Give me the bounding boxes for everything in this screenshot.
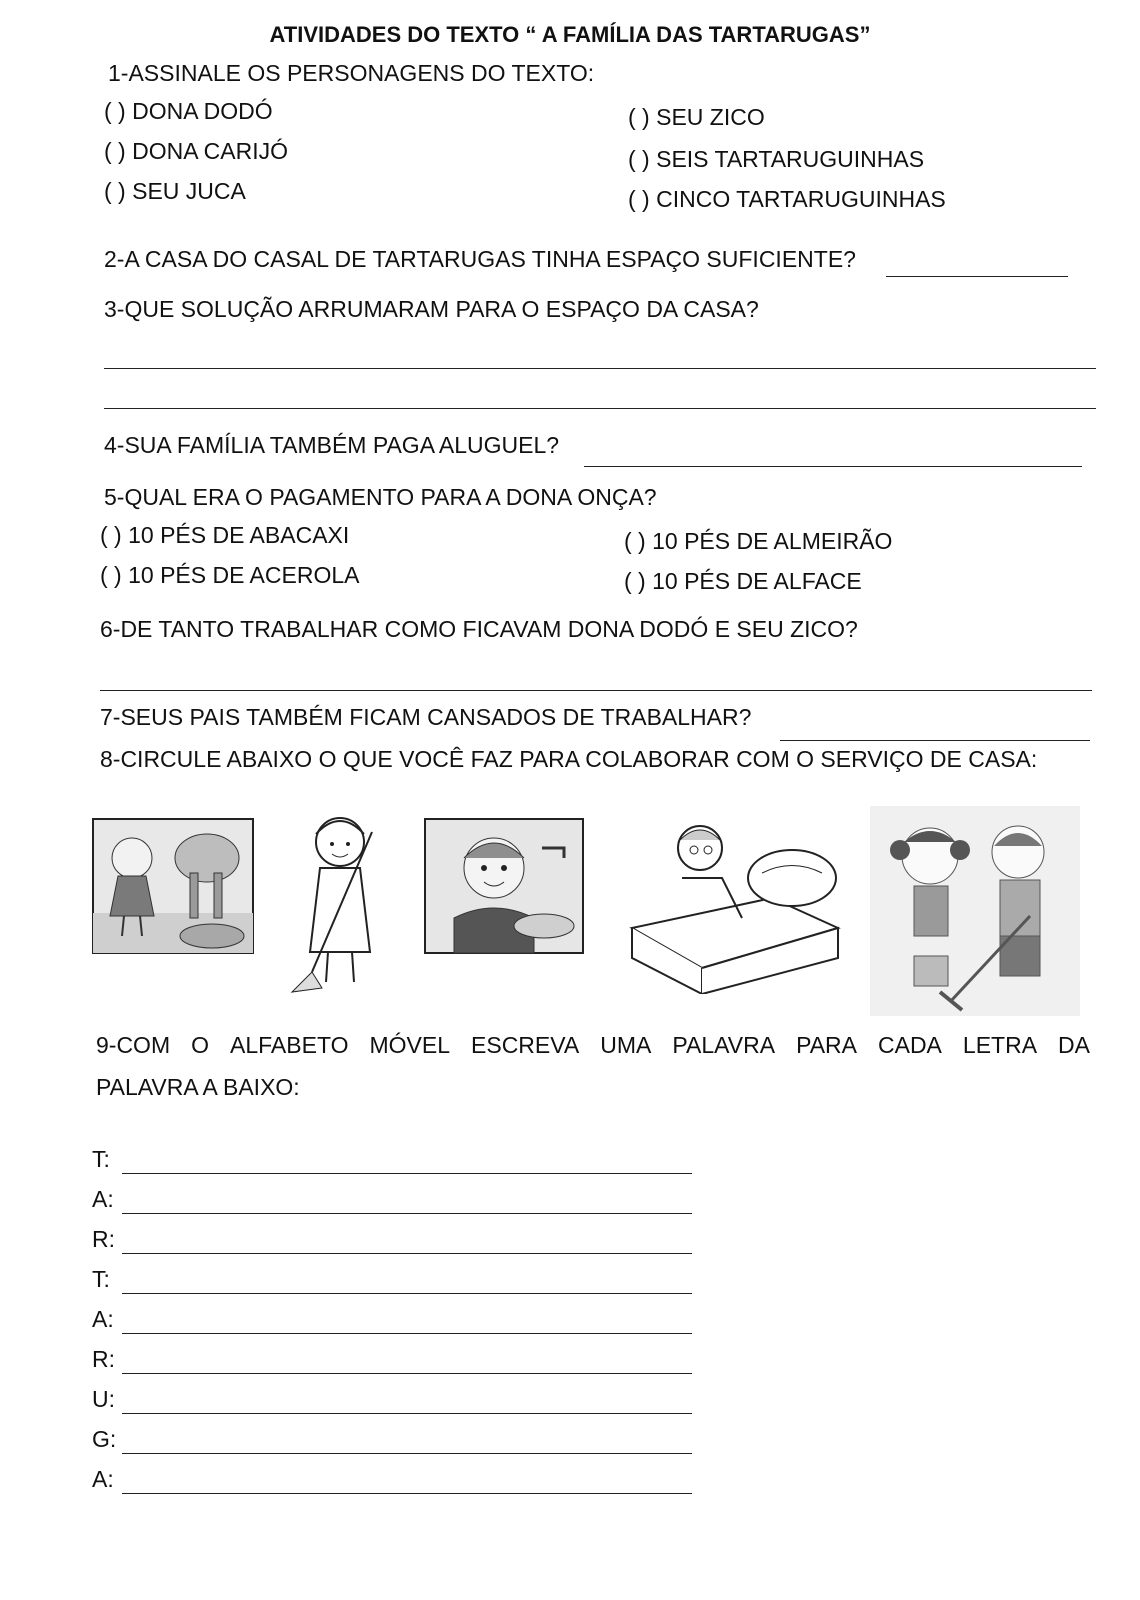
letter-label: G:	[92, 1426, 117, 1452]
q9-word: O	[191, 1032, 210, 1058]
q9-word: MÓVEL	[369, 1032, 451, 1058]
answer-line[interactable]	[122, 1373, 692, 1374]
q9-word: 9-COM	[96, 1032, 171, 1058]
letter-label: T:	[92, 1146, 110, 1172]
q1-option-cinco-tartaruguinhas[interactable]: ( ) CINCO TARTARUGUINHAS	[628, 186, 946, 212]
q9-word: PARA	[796, 1032, 857, 1058]
letter-label: A:	[92, 1186, 114, 1212]
question-9-line-1	[96, 1032, 1090, 1059]
letter-label: A:	[92, 1306, 114, 1332]
answer-line[interactable]	[122, 1213, 692, 1214]
picture-girl-sweeping[interactable]	[282, 812, 400, 998]
q5-option-acerola[interactable]: ( ) 10 PÉS DE ACEROLA	[100, 562, 360, 588]
answer-line[interactable]	[122, 1493, 692, 1494]
letter-label: A:	[92, 1466, 114, 1492]
letter-label: R:	[92, 1226, 115, 1252]
q1-option-seis-tartaruguinhas[interactable]: ( ) SEIS TARTARUGUINHAS	[628, 146, 925, 172]
letter-row-a[interactable]	[92, 1306, 692, 1336]
letter-row-u[interactable]	[92, 1386, 692, 1416]
letter-row-r[interactable]	[92, 1346, 692, 1376]
q5-option-alface[interactable]: ( ) 10 PÉS DE ALFACE	[624, 568, 862, 594]
q9-word: UMA	[600, 1032, 652, 1058]
letter-label: R:	[92, 1346, 115, 1372]
q5-option-abacaxi[interactable]: ( ) 10 PÉS DE ABACAXI	[100, 522, 350, 548]
q9-word: PALAVRA	[672, 1032, 776, 1058]
letter-row-g[interactable]	[92, 1426, 692, 1456]
letter-label: U:	[92, 1386, 115, 1412]
question-5: 5-QUAL ERA O PAGAMENTO PARA A DONA ONÇA?	[104, 484, 657, 510]
q1-option-dona-carijo[interactable]: ( ) DONA CARIJÓ	[104, 138, 289, 164]
q3-answer-line-1[interactable]	[104, 368, 1096, 369]
question-2: 2-A CASA DO CASAL DE TARTARUGAS TINHA ESPAÇO SUFICIENTE?	[104, 246, 856, 272]
q1-option-seu-zico[interactable]: ( ) SEU ZICO	[628, 104, 765, 130]
q9-word: LETRA	[962, 1032, 1038, 1058]
question-7: 7-SEUS PAIS TAMBÉM FICAM CANSADOS DE TRABALHAR?	[100, 704, 752, 730]
q6-answer-line[interactable]	[100, 690, 1092, 691]
letter-label: T:	[92, 1266, 110, 1292]
picture-girl-garden[interactable]	[92, 818, 254, 954]
q5-option-almeirao[interactable]: ( ) 10 PÉS DE ALMEIRÃO	[624, 528, 893, 554]
answer-line[interactable]	[122, 1333, 692, 1334]
question-8: 8-CIRCULE ABAIXO O QUE VOCÊ FAZ PARA COLABORAR COM O SERVIÇO DE CASA:	[100, 746, 1038, 772]
letter-row-a[interactable]	[92, 1186, 692, 1216]
answer-line[interactable]	[122, 1173, 692, 1174]
q9-word: DA	[1058, 1032, 1090, 1058]
letter-row-t[interactable]	[92, 1146, 692, 1176]
picture-boy-making-bed[interactable]	[622, 818, 848, 994]
q9-word: CADA	[878, 1032, 942, 1058]
answer-line[interactable]	[122, 1453, 692, 1454]
q2-answer-line[interactable]	[886, 276, 1068, 277]
question-3: 3-QUE SOLUÇÃO ARRUMARAM PARA O ESPAÇO DA CASA?	[104, 296, 759, 322]
q9-word: ALFABETO	[230, 1032, 349, 1058]
q4-answer-line[interactable]	[584, 466, 1082, 467]
page-title: ATIVIDADES DO TEXTO “ A FAMÍLIA DAS TARTARUGAS”	[269, 22, 871, 47]
q1-option-dona-dodo[interactable]: ( ) DONA DODÓ	[104, 98, 273, 124]
answer-line[interactable]	[122, 1293, 692, 1294]
answer-line[interactable]	[122, 1253, 692, 1254]
question-1: 1-ASSINALE OS PERSONAGENS DO TEXTO:	[108, 60, 595, 86]
question-6: 6-DE TANTO TRABALHAR COMO FICAVAM DONA DODÓ E SEU ZICO?	[100, 616, 858, 642]
picture-girl-washing-dishes[interactable]	[424, 818, 584, 954]
question-9-line-2: PALAVRA A BAIXO:	[96, 1074, 300, 1100]
q9-word: ESCREVA	[471, 1032, 580, 1058]
picture-kids-cleaning[interactable]	[870, 806, 1080, 1016]
question-4: 4-SUA FAMÍLIA TAMBÉM PAGA ALUGUEL?	[104, 432, 560, 458]
q3-answer-line-2[interactable]	[104, 408, 1096, 409]
letter-row-t[interactable]	[92, 1266, 692, 1296]
letter-row-a[interactable]	[92, 1466, 692, 1496]
q1-option-seu-juca[interactable]: ( ) SEU JUCA	[104, 178, 246, 204]
q7-answer-line[interactable]	[780, 740, 1090, 741]
letter-row-r[interactable]	[92, 1226, 692, 1256]
answer-line[interactable]	[122, 1413, 692, 1414]
